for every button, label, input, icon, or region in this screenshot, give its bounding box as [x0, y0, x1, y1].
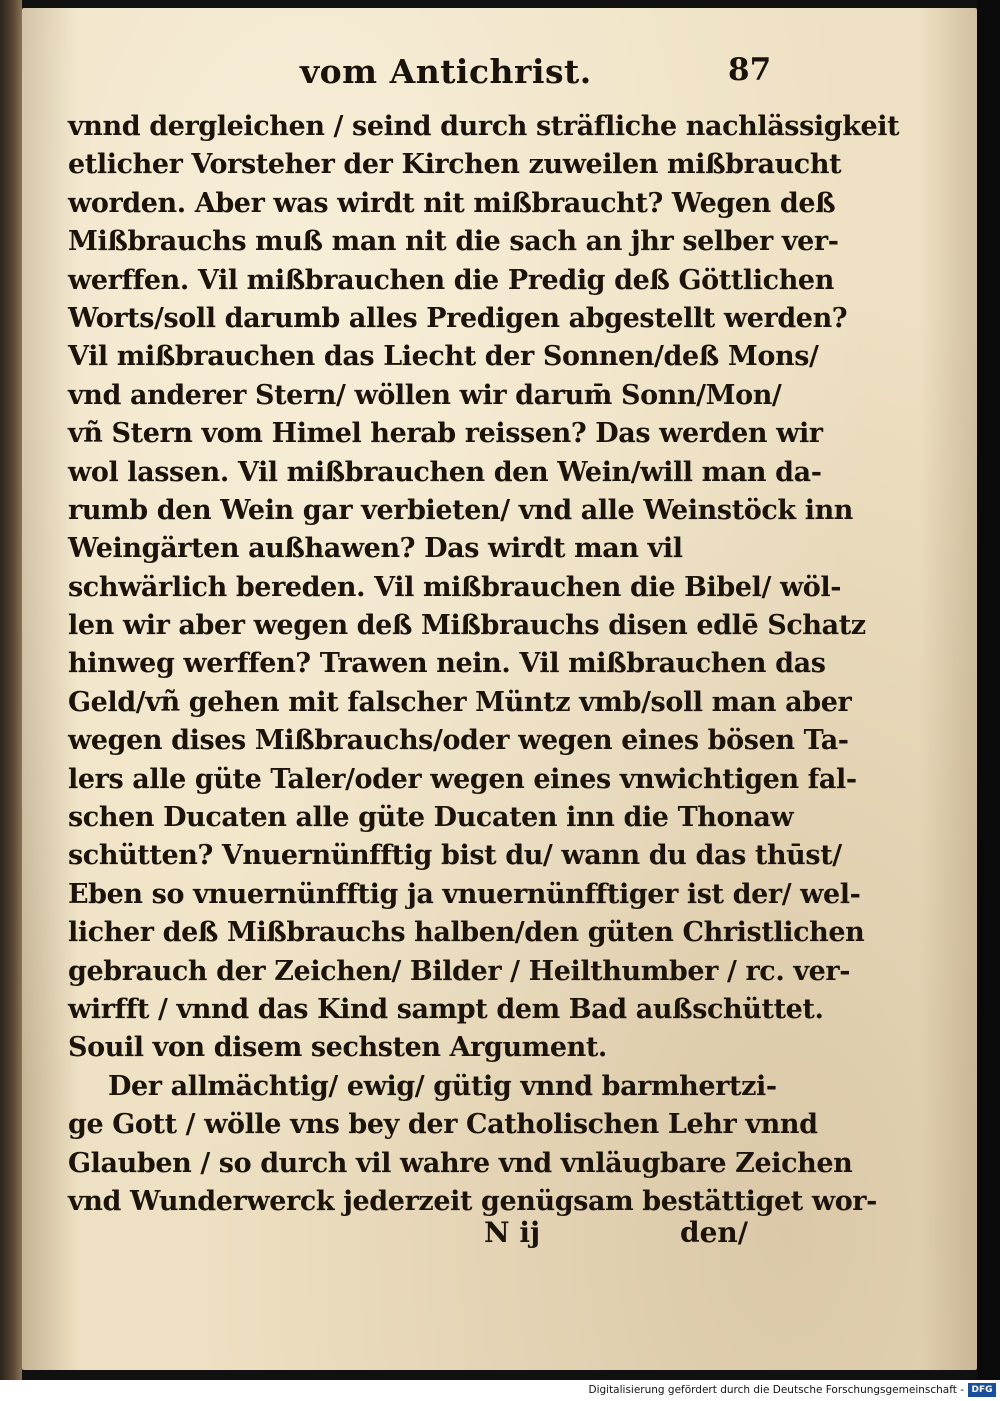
- text-line: hinweg werffen? Trawen nein. Vil mißbrauchen das: [68, 648, 826, 680]
- text-line: Souil von disem sechsten Argument.: [68, 1032, 607, 1064]
- credit-text: Digitalisierung gefördert durch die Deutsche Forschungsgemeinschaft -: [588, 1384, 964, 1396]
- text-line: licher deß Mißbrauchs halben/den güten Christlichen: [68, 917, 865, 949]
- body-text: [68, 108, 900, 1221]
- signature-mark: N ij: [484, 1216, 541, 1249]
- text-line: Glauben / so durch vil wahre vnd vnläugbare Zeichen: [68, 1147, 853, 1179]
- text-line: vnd Wunderwerck jederzeit genügsam bestättiget wor-: [68, 1185, 877, 1217]
- text-line: vnd anderer Stern/ wöllen wir darum̄ Sonn/Mon/: [68, 379, 782, 411]
- text-line: rumb den Wein gar verbieten/ vnd alle Weinstöck inn: [68, 494, 854, 526]
- text-line: wegen dises Mißbrauchs/oder wegen eines bösen Ta-: [68, 725, 849, 757]
- text-line: lers alle güte Taler/oder wegen eines vnwichtigen fal-: [68, 763, 857, 795]
- text-line: Worts/soll darumb alles Predigen abgestellt werden?: [68, 302, 848, 334]
- text-line: gebrauch der Zeichen/ Bilder / Heilthumber / rc. ver-: [68, 955, 851, 987]
- text-line: schwärlich bereden. Vil mißbrauchen die Bibel/ wöl-: [68, 571, 842, 603]
- page-number: 87: [728, 52, 772, 88]
- text-line: wirfft / vnnd das Kind sampt dem Bad außschüttet.: [68, 993, 824, 1025]
- text-line: Mißbrauchs muß man nit die sach an jhr selber ver-: [68, 226, 839, 258]
- scan-border: [977, 0, 1000, 1380]
- text-line: wol lassen. Vil mißbrauchen den Wein/will man da-: [68, 456, 822, 488]
- credit-bar: [0, 1380, 1000, 1401]
- running-head: [0, 52, 1000, 102]
- text-line: Eben so vnuernünfftig ja vnuernünfftiger ist der/ wel-: [68, 878, 861, 910]
- text-line: ge Gott / wölle vns bey der Catholischen Lehr vnnd: [68, 1109, 818, 1141]
- catchword: den/: [680, 1216, 748, 1249]
- text-line: vñ Stern vom Himel herab reissen? Das werden wir: [68, 418, 823, 450]
- text-line: werffen. Vil mißbrauchen die Predig deß Göttlichen: [68, 264, 834, 296]
- text-line: Weingärten außhawen? Das wirdt man vil: [68, 533, 683, 565]
- text-line: schütten? Vnuernünfftig bist du/ wann du das thūst/: [68, 840, 842, 872]
- running-title: vom Antichrist.: [300, 52, 592, 91]
- dfg-logo: DFG: [968, 1383, 996, 1397]
- text-line: etlicher Vorsteher der Kirchen zuweilen mißbraucht: [68, 149, 842, 181]
- text-line: schen Ducaten alle güte Ducaten inn die Thonaw: [68, 802, 794, 834]
- text-line-paragraph-start: Der allmächtig/ ewig/ gütig vnnd barmhertzi-: [108, 1070, 777, 1102]
- page-footer: [0, 1216, 1000, 1256]
- text-line: vnnd dergleichen / seind durch sträfliche nachlässigkeit: [68, 111, 900, 142]
- text-line: Vil mißbrauchen das Liecht der Sonnen/deß Mons/: [68, 341, 819, 373]
- text-line: len wir aber wegen deß Mißbrauchs disen edlē Schatz: [68, 610, 866, 642]
- text-line: Geld/vñ gehen mit falscher Müntz vmb/soll man aber: [68, 686, 852, 718]
- text-line: worden. Aber was wirdt nit mißbraucht? Wegen deß: [68, 187, 836, 219]
- book-spine: [0, 0, 22, 1380]
